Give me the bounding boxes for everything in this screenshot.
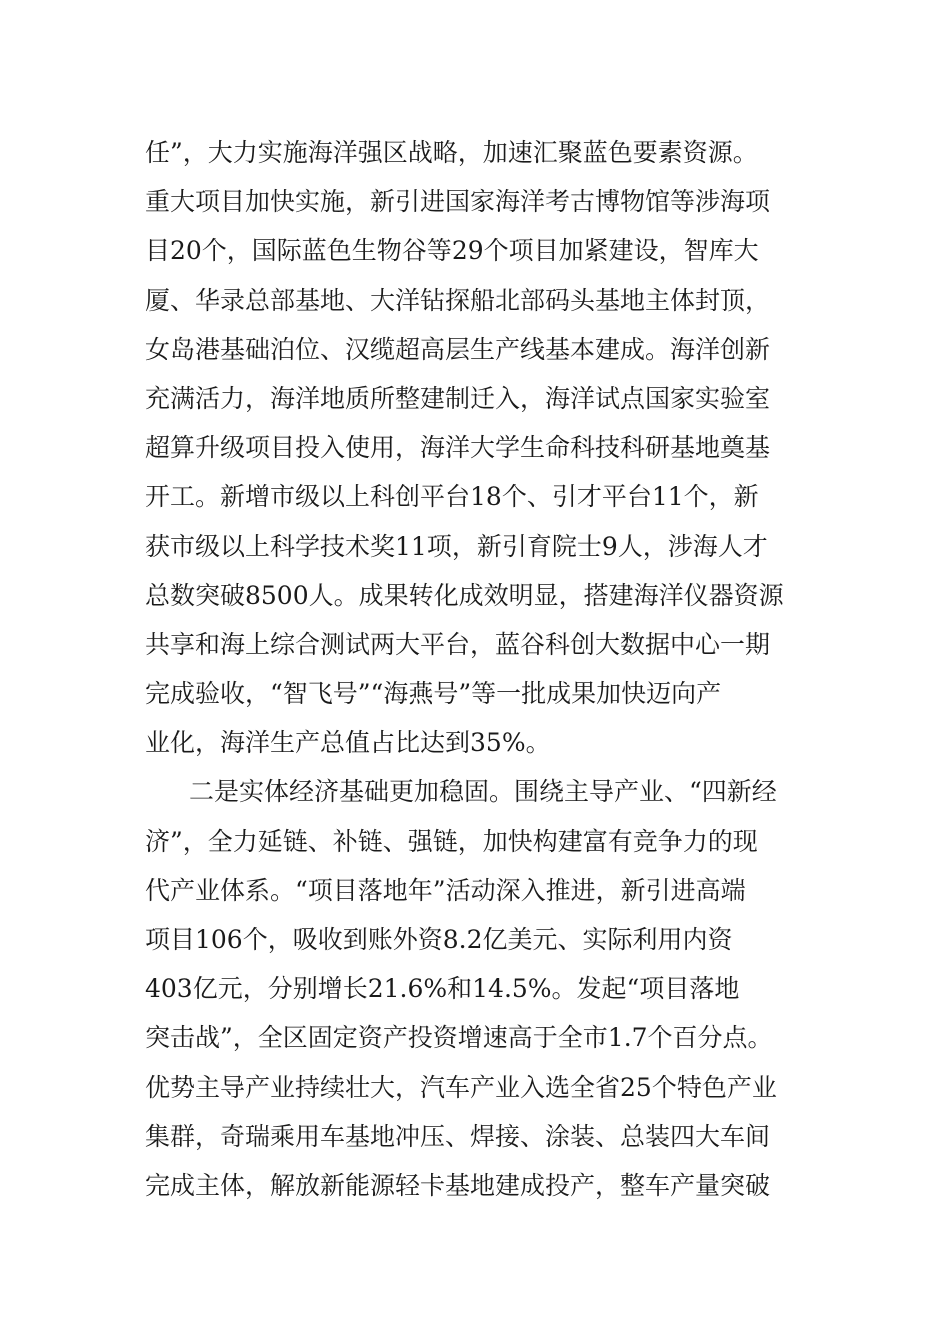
text-line: 业化，海洋生产总值占比达到35%。 <box>145 728 551 758</box>
text-line: 代产业体系。“项目落地年”活动深入推进，新引进高端 <box>145 875 746 905</box>
text-line: 目20个，国际蓝色生物谷等29个项目加紧建设，智库大 <box>145 236 759 266</box>
text-line: 重大项目加快实施，新引进国家海洋考古博物馆等涉海项 <box>145 187 771 217</box>
paragraph-start-line: 二是实体经济基础更加稳固。围绕主导产业、“四新经 <box>189 777 777 807</box>
text-line: 济”，全力延链、补链、强链，加快构建富有竞争力的现 <box>145 826 758 856</box>
text-line: 开工。新增市级以上科创平台18个、引才平台11个，新 <box>145 482 759 512</box>
text-line: 共享和海上综合测试两大平台，蓝谷科创大数据中心一期 <box>145 629 771 659</box>
text-line: 完成验收，“智飞号”“海燕号”等一批成果加快迈向产 <box>145 679 722 709</box>
text-line: 超算升级项目投入使用，海洋大学生命科技科研基地奠基 <box>145 433 771 463</box>
document-body <box>145 128 835 1210</box>
text-line: 任”，大力实施海洋强区战略，加速汇聚蓝色要素资源。 <box>145 138 758 167</box>
text-line: 女岛港基础泊位、汉缆超高层生产线基本建成。海洋创新 <box>145 334 771 364</box>
text-line: 总数突破8500人。成果转化成效明显，搭建海洋仪器资源 <box>145 580 784 610</box>
text-line: 厦、华录总部基地、大洋钻探船北部码头基地主体封顶， <box>145 285 771 315</box>
text-line: 突击战”，全区固定资产投资增速高于全市1.7个百分点。 <box>145 1023 773 1053</box>
text-line: 优势主导产业持续壮大，汽车产业入选全省25个特色产业 <box>145 1072 777 1102</box>
text-line: 获市级以上科学技术奖11项，新引育院士9人，涉海人才 <box>145 531 768 561</box>
text-line: 充满活力，海洋地质所整建制迁入，海洋试点国家实验室 <box>145 383 771 413</box>
text-line: 403亿元，分别增长21.6%和14.5%。发起“项目落地 <box>145 974 740 1004</box>
text-line: 项目106个，吸收到账外资8.2亿美元、实际利用内资 <box>145 925 733 954</box>
text-line: 完成主体，解放新能源轻卡基地建成投产，整车产量突破 <box>145 1170 771 1200</box>
text-line: 集群，奇瑞乘用车基地冲压、焊接、涂装、总装四大车间 <box>145 1121 771 1151</box>
